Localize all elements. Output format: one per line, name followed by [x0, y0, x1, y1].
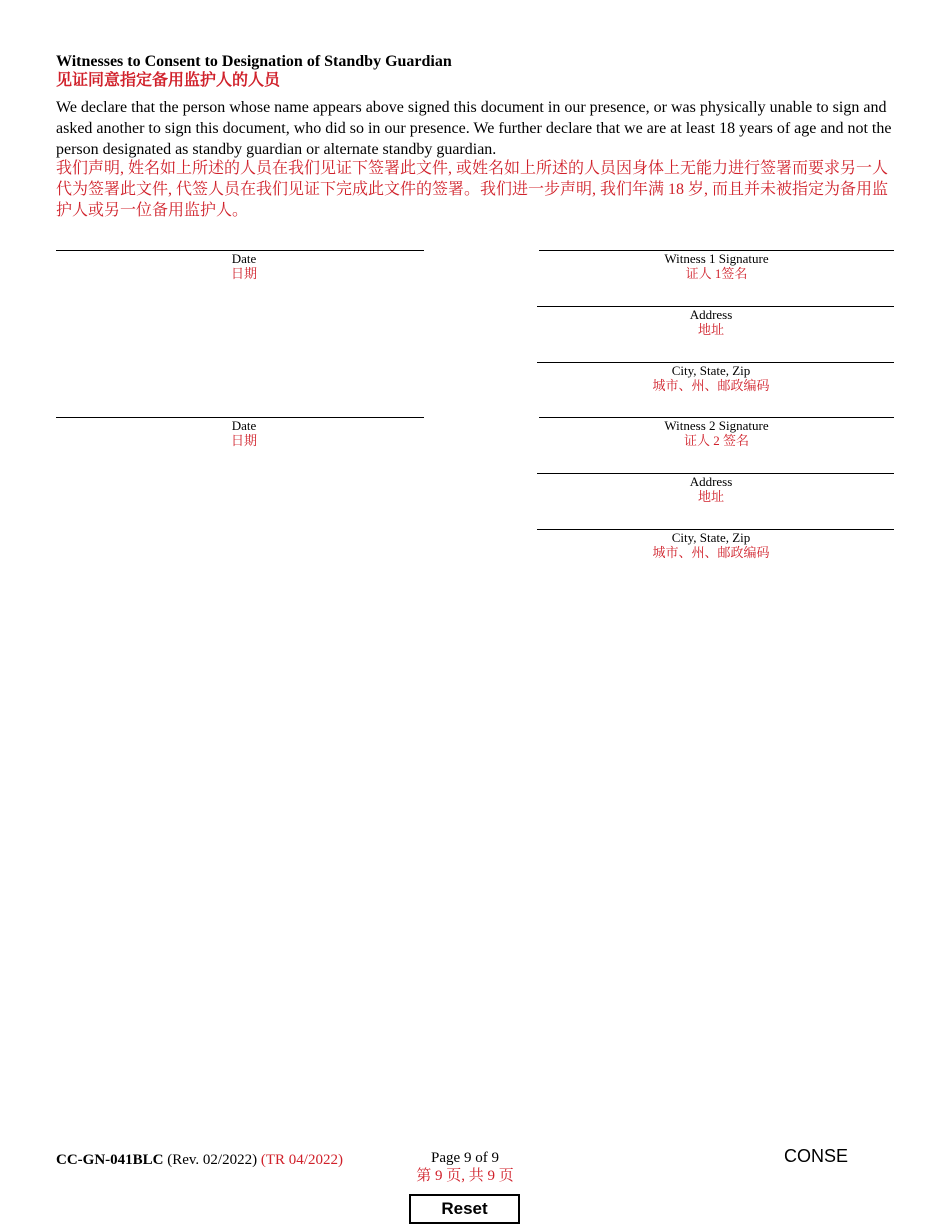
reset-button[interactable]: Reset	[409, 1194, 520, 1224]
signature-label: Witness 2 Signature	[664, 418, 769, 433]
date-label: Date	[231, 418, 257, 433]
witness2-city-label	[528, 530, 894, 560]
witness2-date-label	[56, 418, 432, 448]
address-label-chinese: 地址	[697, 489, 724, 504]
form-code: CONSE	[784, 1146, 849, 1166]
page-number	[380, 1149, 550, 1185]
declaration-text-chinese: 我们声明, 姓名如上所述的人员在我们见证下签署此文件, 或姓名如上所述的人员因身体上无能力进行签署而要求另一人代为签署此文件, 代签人员在我们见证下完成此文件的签署。我们进一步声明, 我们年满 18 岁, 而且并未被指定为备用监护人或另一位备用监护人。	[56, 160, 889, 219]
date-label-chinese: 日期	[230, 266, 257, 281]
witness1-date-label	[56, 251, 432, 281]
city-state-zip-label: City, State, Zip	[671, 363, 751, 378]
witness1-signature-label	[539, 251, 894, 281]
signature-label: Witness 1 Signature	[664, 251, 769, 266]
signature-label-chinese: 证人 1签名	[685, 266, 748, 281]
signature-label-chinese: 证人 2 签名	[683, 433, 749, 448]
form-number: CC-GN-041BLC	[56, 1152, 164, 1168]
page-number-chinese: 第 9 页, 共 9 页	[416, 1168, 514, 1184]
page-number-english: Page 9 of 9	[431, 1150, 499, 1166]
section-heading: Witnesses to Consent to Designation of Standby Guardian	[56, 53, 452, 70]
witness1-city-label	[528, 363, 894, 393]
address-label: Address	[689, 307, 733, 322]
witness2-signature-label	[539, 418, 894, 448]
witness1-address-label	[528, 307, 894, 337]
city-state-zip-label: City, State, Zip	[671, 530, 751, 545]
date-label-chinese: 日期	[230, 433, 257, 448]
address-label: Address	[689, 474, 733, 489]
revision-date: (Rev. 02/2022)	[167, 1152, 258, 1168]
city-state-zip-label-chinese: 城市、州、邮政编码	[652, 378, 770, 393]
witness2-address-label	[528, 474, 894, 504]
translation-date: (TR 04/2022)	[260, 1152, 343, 1168]
form-identifier	[56, 1151, 343, 1169]
declaration-text: We declare that the person whose name appears above signed this document in our presence, or was physically unable to sign and asked another to sign this document, who did so in our presence. We further declare that we are at least 18 years of age and not the person designated as standby guardian or alternate standby guardian.	[56, 99, 892, 158]
date-label: Date	[231, 251, 257, 266]
address-label-chinese: 地址	[697, 322, 724, 337]
city-state-zip-label-chinese: 城市、州、邮政编码	[652, 545, 770, 560]
section-heading-chinese: 见证同意指定备用监护人的人员	[56, 72, 281, 89]
